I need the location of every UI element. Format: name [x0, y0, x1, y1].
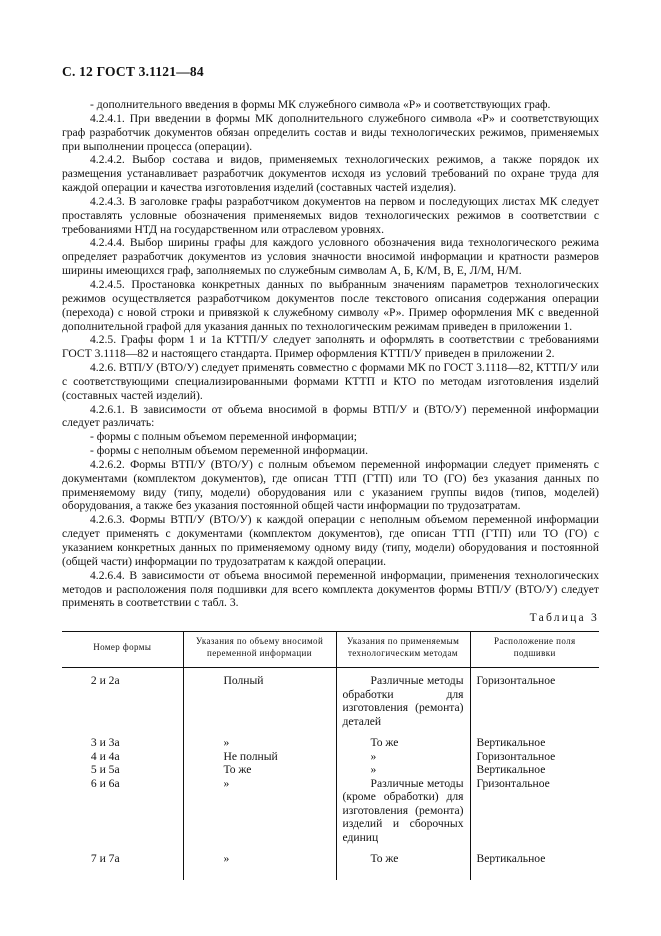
- cell-form: 4 и 4а: [90, 749, 120, 763]
- table-spacer: [62, 728, 599, 736]
- column-header-methods: Указания по применяемым технологическим методам: [336, 632, 470, 668]
- methods-text: То же: [370, 852, 399, 865]
- table-caption: Таблица 3: [529, 611, 599, 624]
- paragraph: 4.2.4.1. При введении в формы МК дополнительного служебного символа «Р» и соответствующих граф разработчик документов обязан определить состав и виды технологических режимов, применяемых при выполнении процесса (операции).: [62, 111, 599, 153]
- cell-form: 5 и 5а: [90, 763, 120, 776]
- paragraph: 4.2.4.5. Простановка конкретных данных по выбранным значениям параметров технологических режимов осуществляется разработчиком документов после текстового описания содержания операции (перехода) с новой строки и привязкой к служебному символу «Р». Пример оформления МК с введенной дополнительной графой для указания данных по технологическим режимам приведен в приложении 1.: [62, 277, 599, 333]
- table-row: [62, 777, 599, 845]
- cell-methods: [336, 777, 470, 845]
- table-header-row: [62, 632, 599, 668]
- cell-methods: [336, 668, 470, 729]
- paragraph: 4.2.4.2. Выбор состава и видов, применяемых технологических режимов, а также порядок их размещения устанавливает разработчик документов исходя из условий требований по охране труда для каждой операции и качества изготовления изделий (составных частей изделия).: [62, 153, 599, 195]
- table-row: [62, 750, 599, 764]
- table-3: [62, 631, 599, 880]
- cell-volume: »: [183, 736, 336, 750]
- table-row: [62, 852, 599, 866]
- cell-methods: [336, 763, 470, 777]
- table-row: [62, 668, 599, 729]
- paragraph: 4.2.6.3. Формы ВТП/У (ВТО/У) к каждой операции с неполным объемом переменной информации следует применять с документами (комплектом документов), где описан ТТП (ГТП) или ТО (ГО) с указанием конкретных данных по применяемому одному виду (типу, модели) оборудования и постоянной (общей части) информации по трудозатратам к каждой операции.: [62, 513, 599, 568]
- cell-binding: Горизонтальное: [470, 750, 599, 764]
- methods-text: То же: [370, 736, 399, 749]
- column-header-volume: Указания по объему вносимой переменной информации: [183, 632, 336, 668]
- cell-methods: [336, 750, 470, 764]
- paragraph: - дополнительного введения в формы МК служебного символа «Р» и соответствующих граф.: [90, 98, 551, 111]
- paragraph: 4.2.5. Графы форм 1 и 1а КТТП/У следует заполнять и оформлять в соответствии с требованиями ГОСТ 3.1118—82 и настоящего стандарта. Пример оформления КТТП/У приведен в приложении 2.: [62, 333, 599, 361]
- methods-text: »: [370, 763, 377, 776]
- cell-form: 6 и 6а: [90, 776, 120, 790]
- paragraph: 4.2.6.4. В зависимости от объема вносимой переменной информации, применения технологических методов и расположения поля подшивки для всего комплекта документов формы ВТП/У (ВТО/У) следует применять в соответствии с табл. 3.: [62, 568, 599, 610]
- column-header-form-number: Номер формы: [62, 632, 183, 668]
- table-row: [62, 736, 599, 750]
- column-header-binding: Расположение поля подшивки: [470, 632, 599, 668]
- cell-binding: Вертикальное: [470, 736, 599, 750]
- cell-volume: »: [183, 852, 336, 866]
- cell-binding: Вертикальное: [470, 763, 599, 777]
- cell-volume: Не полный: [183, 750, 336, 764]
- paragraph: 4.2.4.3. В заголовке графы разработчиком документов на первом и последующих листах МК следует проставлять условные обозначения применяемых видов технологических режимов в соответствии с требованиями НТД на государственном или отраслевом уровнях.: [62, 194, 599, 236]
- cell-binding: Вертикальное: [470, 852, 599, 866]
- paragraph: 4.2.6. ВТП/У (ВТО/У) следует применять совместно с формами МК по ГОСТ 3.1118—82, КТТП/У или с соответствующими специализированными формами КТТП и КТО по методам изготовления изделий (составных частей изделий).: [62, 361, 599, 402]
- cell-volume: То же: [183, 763, 336, 777]
- cell-form: 2 и 2а: [90, 674, 120, 687]
- list-item: - формы с полным объемом переменной информации;: [90, 430, 357, 444]
- cell-form: 3 и 3а: [90, 736, 120, 749]
- document-body: [62, 98, 599, 610]
- methods-text: Различные методы (кроме обработки) для изготовления (ремонта) изделий и сборочных единиц: [342, 776, 464, 844]
- page-header: С. 12 ГОСТ 3.1121—84: [62, 64, 204, 79]
- paragraph: 4.2.6.1. В зависимости от объема вносимой в формы ВТП/У и (ВТО/У) переменной информации следует различать:: [62, 402, 599, 430]
- table-row: [62, 763, 599, 777]
- cell-volume: Полный: [183, 668, 336, 729]
- paragraph: 4.2.6.2. Формы ВТП/У (ВТО/У) с полным объемом переменной информации следует применять с документами (комплектом документов), где описан ТТП (ГТП) или ТО (ГО) без указания данных по применяемому виду (типу, модели) оборудования или с указанием группы видов (типов, моделей) оборудования, а также без указания постоянной общей части информации по трудозатратам.: [62, 457, 599, 513]
- table-spacer: [62, 866, 599, 880]
- cell-binding: Гризонтальное: [470, 777, 599, 845]
- methods-text: Различные методы обработки для изготовления (ремонта) деталей: [342, 674, 464, 728]
- cell-methods: [336, 736, 470, 750]
- cell-volume: »: [183, 777, 336, 845]
- paragraph: 4.2.4.4. Выбор ширины графы для каждого условного обозначения вида технологического режима определяет разработчик документов из условия значности вносимой информации и кратности размеров ширины имеющихся граф, заполняемых по служебным символам А, Б, К/М, В, Е, Л/М, Н/М.: [62, 236, 599, 278]
- table-spacer: [62, 844, 599, 852]
- cell-methods: [336, 852, 470, 866]
- cell-form: 7 и 7а: [90, 852, 120, 865]
- methods-text: »: [370, 749, 377, 763]
- list-item: - формы с неполным объемом переменной информации.: [90, 444, 369, 458]
- cell-binding: Горизонтальное: [470, 668, 599, 729]
